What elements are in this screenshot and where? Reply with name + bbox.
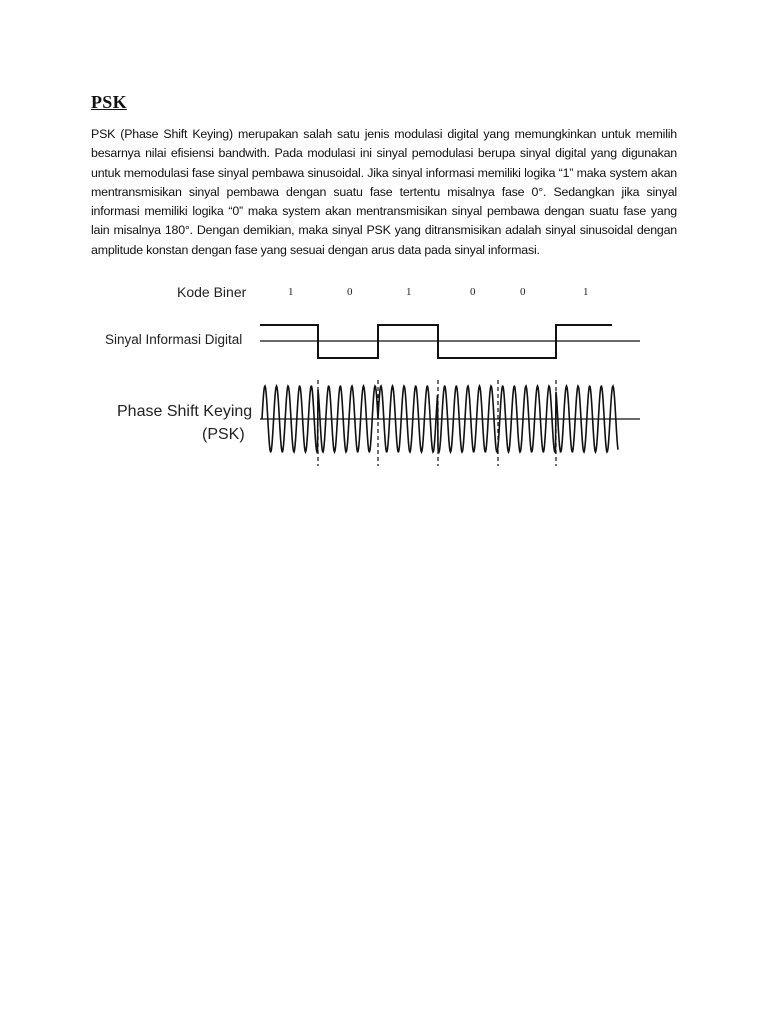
bit-label: 0: [470, 286, 476, 298]
bit-label: 1: [583, 286, 589, 298]
label-psk-title: Phase Shift Keying: [117, 403, 253, 420]
label-psk-abbrev: (PSK): [202, 426, 245, 443]
section-heading: PSK: [91, 92, 127, 112]
bit-label: 1: [288, 286, 294, 298]
label-binary-code: Kode Biner: [177, 284, 247, 300]
psk-figure: [100, 280, 660, 480]
label-digital-signal: Sinyal Informasi Digital: [105, 332, 243, 347]
body-paragraph: PSK (Phase Shift Keying) merupakan salah satu jenis modulasi digital yang memungkinkan untuk memilih besarnya nilai efisiensi bandwith. Pada modulasi ini sinyal pemodulasi berupa sinyal digital yang digunakan untuk memodulasi fase sinyal pembawa sinusoidal. Jika sinyal informasi memiliki logika “1” maka system akan mentransmisikan sinyal pembawa dengan suatu fase tertentu misalnya fase 0°. Sedangkan jika sinyal informasi memiliki logika “0” maka system akan mentransmisikan sinyal pembawa dengan suatu fase yang lain misalnya 180°. Dengan demikian, maka sinyal PSK yang ditransmisikan adalah sinyal sinusoidal dengan amplitude konstan dengan fase yang sesuai dengan arus data pada sinyal informasi.: [91, 127, 677, 257]
psk-diagram: [100, 280, 660, 480]
bit-label: 0: [347, 286, 353, 298]
bit-label: 1: [406, 286, 412, 298]
bit-label: 0: [520, 286, 526, 298]
